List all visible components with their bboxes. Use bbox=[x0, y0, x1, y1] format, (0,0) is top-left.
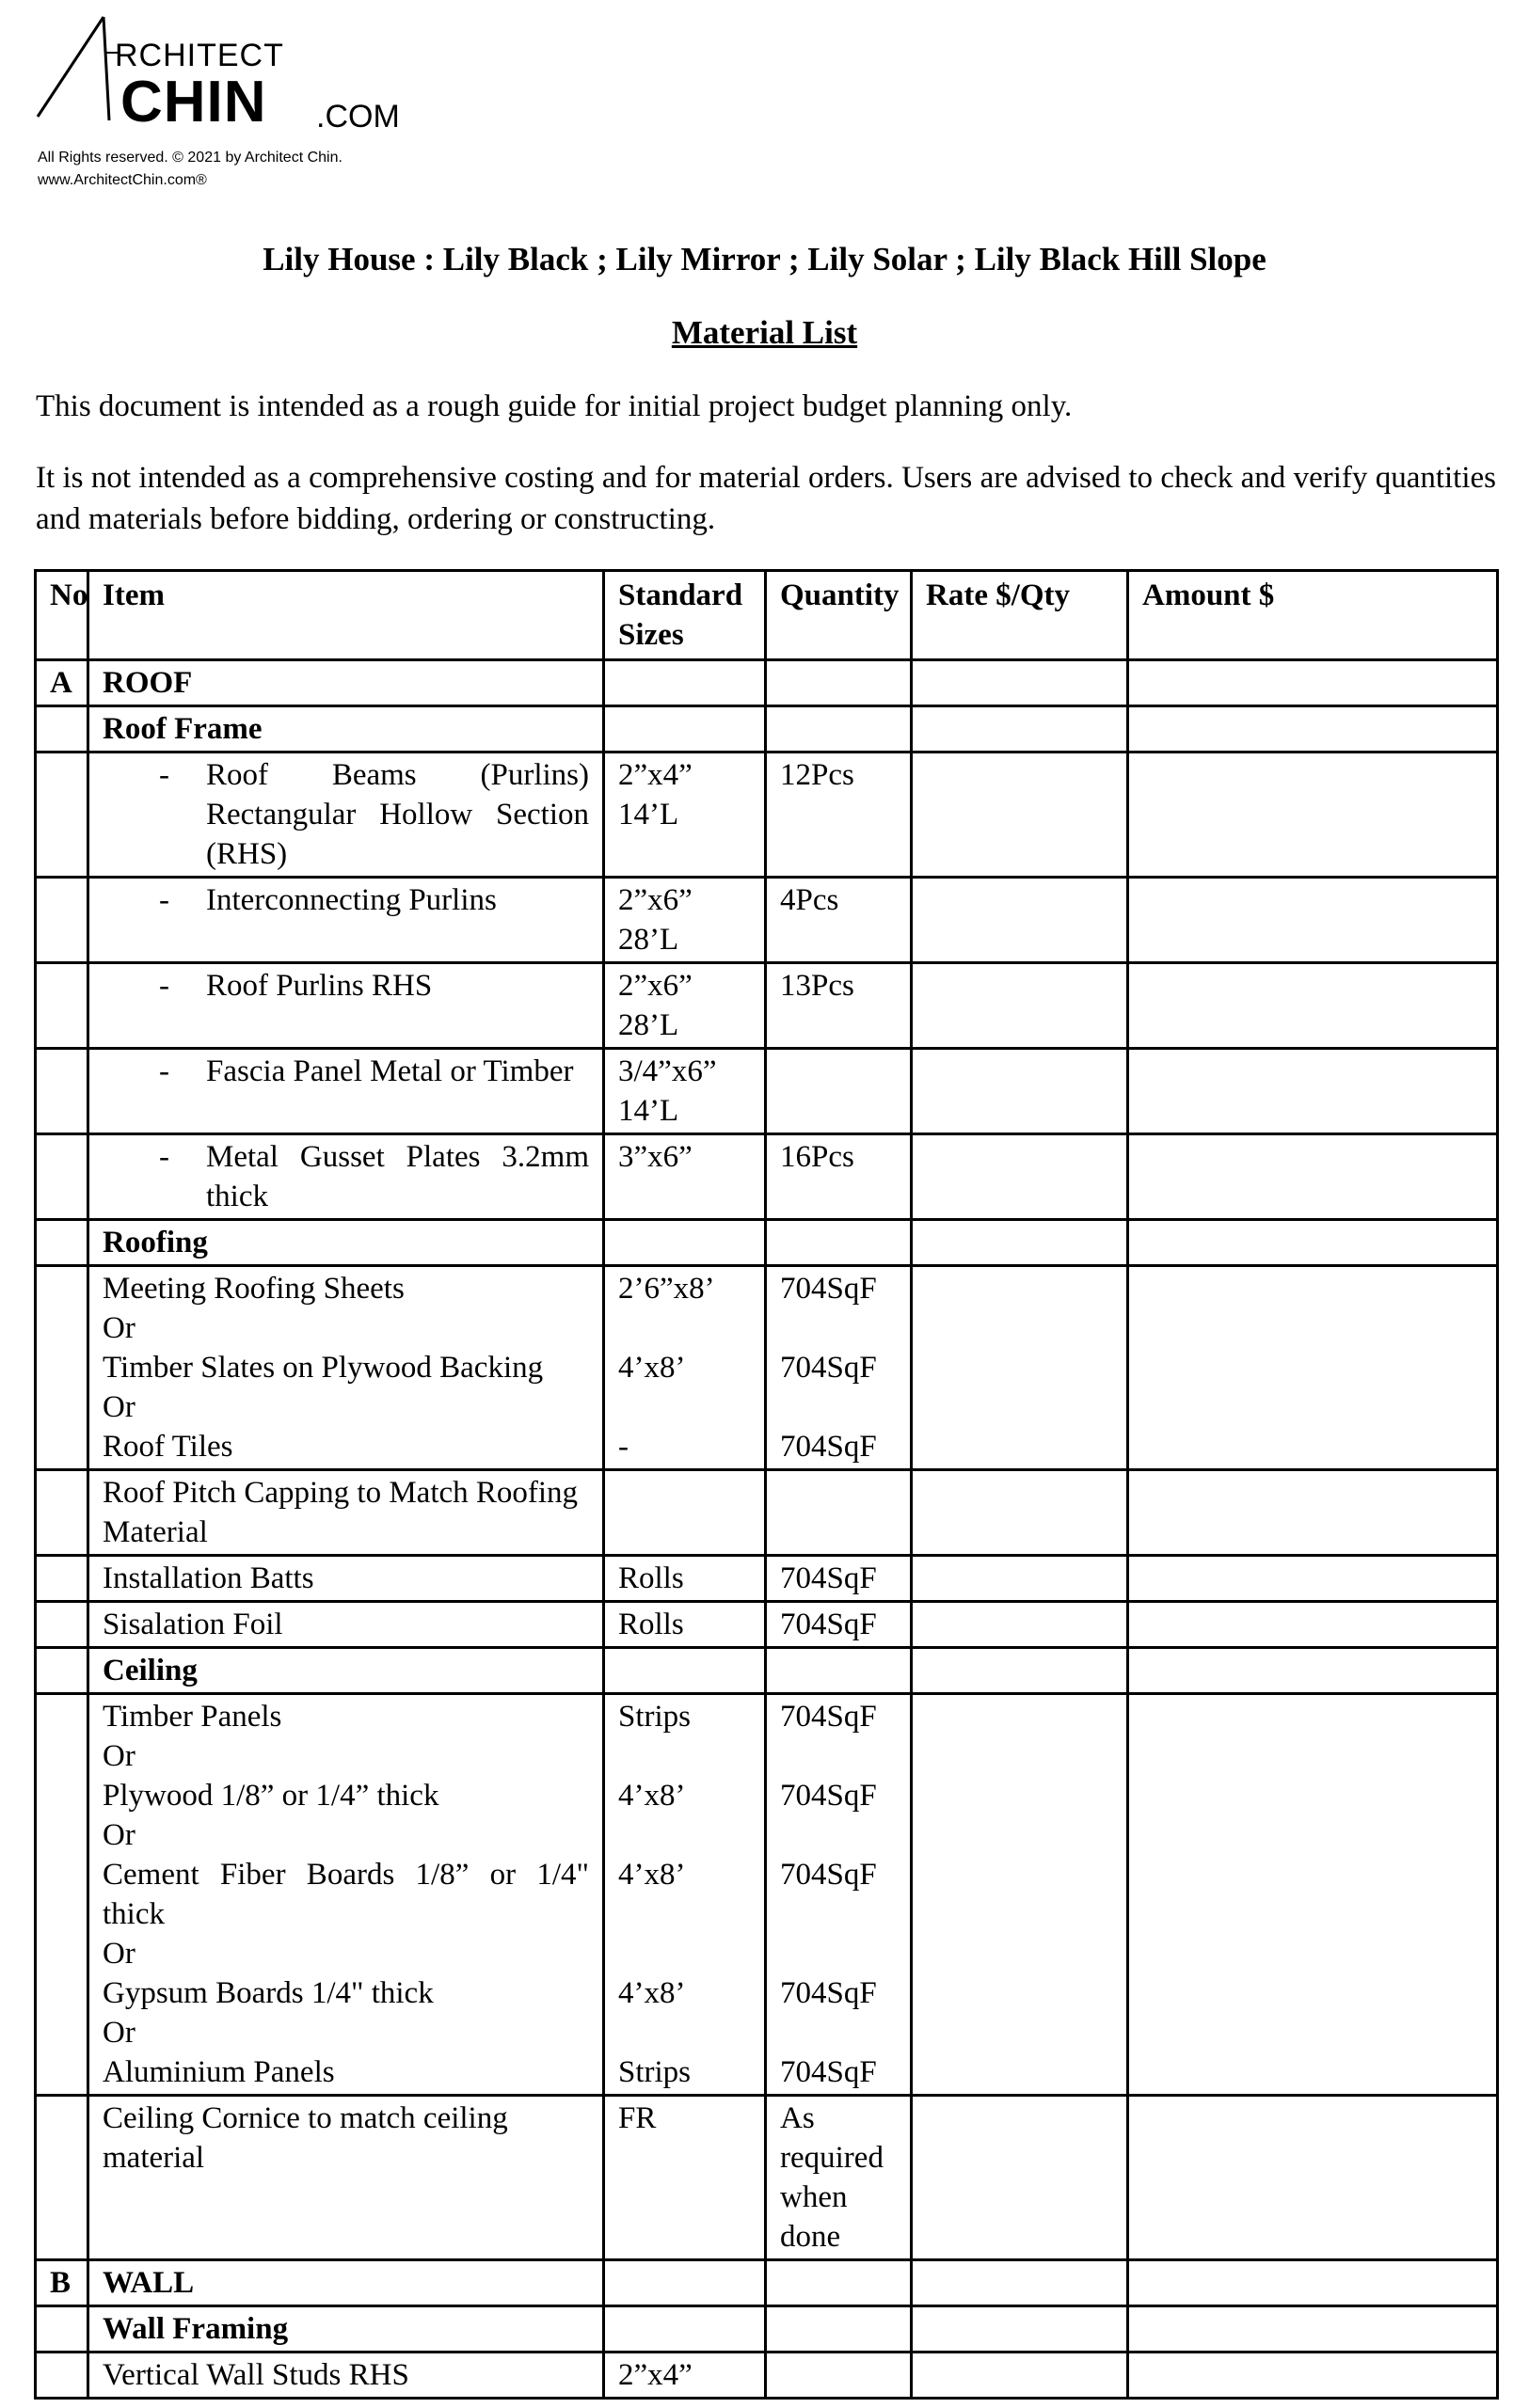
option-item: Meeting Roofing Sheets bbox=[103, 1272, 405, 1306]
table-header-row bbox=[36, 571, 1498, 660]
logo-top-text: RCHITECT bbox=[115, 38, 284, 73]
qty-cell bbox=[766, 1266, 912, 1470]
qty-cell: 4Pcs bbox=[766, 878, 912, 963]
item-cell bbox=[88, 1266, 604, 1470]
qty-cell bbox=[766, 2353, 912, 2399]
size-line: - bbox=[618, 1430, 629, 1464]
bullet-dash: - bbox=[159, 1054, 169, 1088]
size-line bbox=[618, 1387, 751, 1427]
qty-line bbox=[780, 1815, 897, 1855]
qty-cell bbox=[766, 1470, 912, 1556]
size-cell bbox=[604, 752, 766, 878]
subsection-label: Wall Framing bbox=[88, 2306, 604, 2353]
document-subtitle bbox=[0, 314, 1529, 352]
option-or: Or bbox=[103, 1390, 135, 1424]
logo-suffix-text: .COM bbox=[316, 99, 400, 135]
item-cell: Vertical Wall Studs RHS bbox=[88, 2353, 604, 2399]
header-item: Item bbox=[88, 571, 604, 660]
table-row bbox=[36, 1266, 1498, 1470]
option-item: Timber Panels bbox=[103, 1700, 282, 1734]
disclaimer-paragraph: It is not intended as a comprehensive costing and for material orders. Users are advised to check and verify quantities and materials before bidding, ordering or constructing. bbox=[36, 461, 1496, 536]
section-row-roof bbox=[36, 660, 1498, 706]
size-line: 4’x8’ bbox=[618, 1351, 686, 1385]
size-cell: Rolls bbox=[604, 1556, 766, 1602]
header-no: No bbox=[36, 571, 88, 660]
item-cell: Ceiling Cornice to match ceiling material bbox=[88, 2096, 604, 2260]
material-list-heading: Material List bbox=[671, 314, 858, 351]
qty-cell: 13Pcs bbox=[766, 963, 912, 1049]
item-cell bbox=[88, 752, 604, 878]
option-item: Aluminium Panels bbox=[103, 2055, 335, 2089]
subsection-label: Roof Frame bbox=[88, 706, 604, 752]
item-cell: Sisalation Foil bbox=[88, 1602, 604, 1648]
subsection-row-roof-frame bbox=[36, 706, 1498, 752]
item-text: Interconnecting Purlins bbox=[206, 883, 497, 917]
option-item: Roof Tiles bbox=[103, 1430, 233, 1464]
size-line: 14’L bbox=[618, 798, 679, 832]
qty-line: 704SqF bbox=[780, 2055, 877, 2089]
size-cell: FR bbox=[604, 2096, 766, 2260]
qty-line bbox=[780, 1736, 897, 1776]
table-row bbox=[36, 1556, 1498, 1602]
size-cell bbox=[604, 878, 766, 963]
item-cell bbox=[88, 963, 604, 1049]
size-cell: 2”x4” bbox=[604, 2353, 766, 2399]
table-row bbox=[36, 1470, 1498, 1556]
item-cell bbox=[88, 1694, 604, 2096]
copyright-notice bbox=[38, 147, 342, 192]
option-item: Timber Slates on Plywood Backing bbox=[103, 1351, 544, 1385]
table-row bbox=[36, 1694, 1498, 2096]
subsection-row-wall-framing bbox=[36, 2306, 1498, 2353]
qty-line: 704SqF bbox=[780, 1430, 877, 1464]
option-item: Gypsum Boards 1/4" thick bbox=[103, 1976, 434, 2010]
item-cell: Roof Pitch Capping to Match Roofing Material bbox=[88, 1470, 604, 1556]
item-cell bbox=[88, 878, 604, 963]
bullet-dash: - bbox=[159, 758, 169, 792]
material-table bbox=[34, 569, 1499, 2400]
item-cell bbox=[88, 1049, 604, 1134]
size-line: 2’6”x8’ bbox=[618, 1272, 715, 1306]
subsection-label: Ceiling bbox=[88, 1648, 604, 1694]
size-line: 2”x6” bbox=[618, 883, 693, 917]
size-line bbox=[618, 1934, 751, 1973]
qty-line bbox=[780, 1308, 897, 1348]
header-standard-sizes: Standard Sizes bbox=[604, 571, 766, 660]
header-amount: Amount $ bbox=[1128, 571, 1498, 660]
header-rate: Rate $/Qty bbox=[912, 571, 1128, 660]
item-cell: Installation Batts bbox=[88, 1556, 604, 1602]
option-or: Or bbox=[103, 1937, 135, 1971]
section-row-wall bbox=[36, 2260, 1498, 2306]
qty-line: 704SqF bbox=[780, 1976, 877, 2010]
size-line: 14’L bbox=[618, 1094, 679, 1128]
qty-cell: 704SqF bbox=[766, 1602, 912, 1648]
size-cell bbox=[604, 1694, 766, 2096]
size-line bbox=[618, 1736, 751, 1776]
item-text: Metal Gusset Plates 3.2mm thick bbox=[206, 1140, 589, 1213]
section-label: ROOF bbox=[88, 660, 604, 706]
size-line: 2”x6” bbox=[618, 969, 693, 1003]
size-line: 28’L bbox=[618, 923, 679, 957]
bullet-dash: - bbox=[159, 969, 169, 1003]
table-row bbox=[36, 1049, 1498, 1134]
size-line: 4’x8’ bbox=[618, 1976, 686, 2010]
qty-cell bbox=[766, 1694, 912, 2096]
qty-line bbox=[780, 1387, 897, 1427]
qty-line: 704SqF bbox=[780, 1700, 877, 1734]
size-cell bbox=[604, 1266, 766, 1470]
size-line: 3/4”x6” bbox=[618, 1054, 717, 1088]
qty-line: 704SqF bbox=[780, 1351, 877, 1385]
subsection-row-ceiling bbox=[36, 1648, 1498, 1694]
qty-cell: 12Pcs bbox=[766, 752, 912, 878]
option-or: Or bbox=[103, 1818, 135, 1852]
table-row bbox=[36, 2353, 1498, 2399]
logo-main-text: CHIN bbox=[120, 70, 267, 135]
table-row bbox=[36, 1134, 1498, 1220]
item-cell bbox=[88, 1134, 604, 1220]
size-cell bbox=[604, 1134, 766, 1220]
document-title: Lily House : Lily Black ; Lily Mirror ; Lily Solar ; Lily Black Hill Slope bbox=[263, 241, 1266, 277]
item-text: Roof Beams (Purlins) Rectangular Hollow Section (RHS) bbox=[206, 758, 589, 871]
bullet-dash: - bbox=[159, 1140, 169, 1174]
item-text: Roof Purlins RHS bbox=[206, 969, 433, 1003]
size-line: 28’L bbox=[618, 1008, 679, 1042]
qty-line bbox=[780, 2013, 897, 2052]
option-item: Cement Fiber Boards 1/8” or 1/4" thick bbox=[103, 1858, 589, 1931]
section-label: WALL bbox=[88, 2260, 604, 2306]
size-line: 3”x6” bbox=[618, 1140, 693, 1174]
qty-line: 704SqF bbox=[780, 1779, 877, 1813]
option-or: Or bbox=[103, 1739, 135, 1773]
qty-cell: As required when done bbox=[766, 2096, 912, 2260]
table-row bbox=[36, 2096, 1498, 2260]
website-line: www.ArchitectChin.com® bbox=[38, 172, 207, 188]
header-quantity: Quantity bbox=[766, 571, 912, 660]
size-line: 4’x8’ bbox=[618, 1779, 686, 1813]
qty-line: 704SqF bbox=[780, 1858, 877, 1892]
intro-paragraph: This document is intended as a rough guide for initial project budget planning only. bbox=[36, 389, 1073, 423]
qty-cell: 704SqF bbox=[766, 1556, 912, 1602]
qty-line bbox=[780, 1934, 897, 1973]
section-no: A bbox=[36, 660, 88, 706]
table-row bbox=[36, 963, 1498, 1049]
qty-line: 704SqF bbox=[780, 1272, 877, 1306]
size-cell: Rolls bbox=[604, 1602, 766, 1648]
table-row bbox=[36, 1602, 1498, 1648]
size-line bbox=[618, 2013, 751, 2052]
option-item: Plywood 1/8” or 1/4” thick bbox=[103, 1779, 439, 1813]
size-line: Strips bbox=[618, 1700, 692, 1734]
size-line: Strips bbox=[618, 2055, 692, 2089]
size-cell bbox=[604, 1049, 766, 1134]
section-no: B bbox=[36, 2260, 88, 2306]
copyright-line: All Rights reserved. © 2021 by Architect Chin. bbox=[38, 150, 342, 166]
table-row bbox=[36, 752, 1498, 878]
architect-chin-logo bbox=[34, 13, 429, 135]
table-row bbox=[36, 878, 1498, 963]
bullet-dash: - bbox=[159, 883, 169, 917]
size-cell bbox=[604, 963, 766, 1049]
subsection-label: Roofing bbox=[88, 1220, 604, 1266]
qty-cell: 16Pcs bbox=[766, 1134, 912, 1220]
size-line: 2”x4” bbox=[618, 758, 693, 792]
size-line bbox=[618, 1815, 751, 1855]
option-or: Or bbox=[103, 2016, 135, 2050]
subsection-row-roofing bbox=[36, 1220, 1498, 1266]
qty-cell bbox=[766, 1049, 912, 1134]
size-cell bbox=[604, 1470, 766, 1556]
item-text: Fascia Panel Metal or Timber bbox=[206, 1054, 574, 1088]
size-line bbox=[618, 1308, 751, 1348]
size-line: 4’x8’ bbox=[618, 1858, 686, 1892]
option-or: Or bbox=[103, 1311, 135, 1345]
logo-mark-icon bbox=[34, 15, 119, 128]
